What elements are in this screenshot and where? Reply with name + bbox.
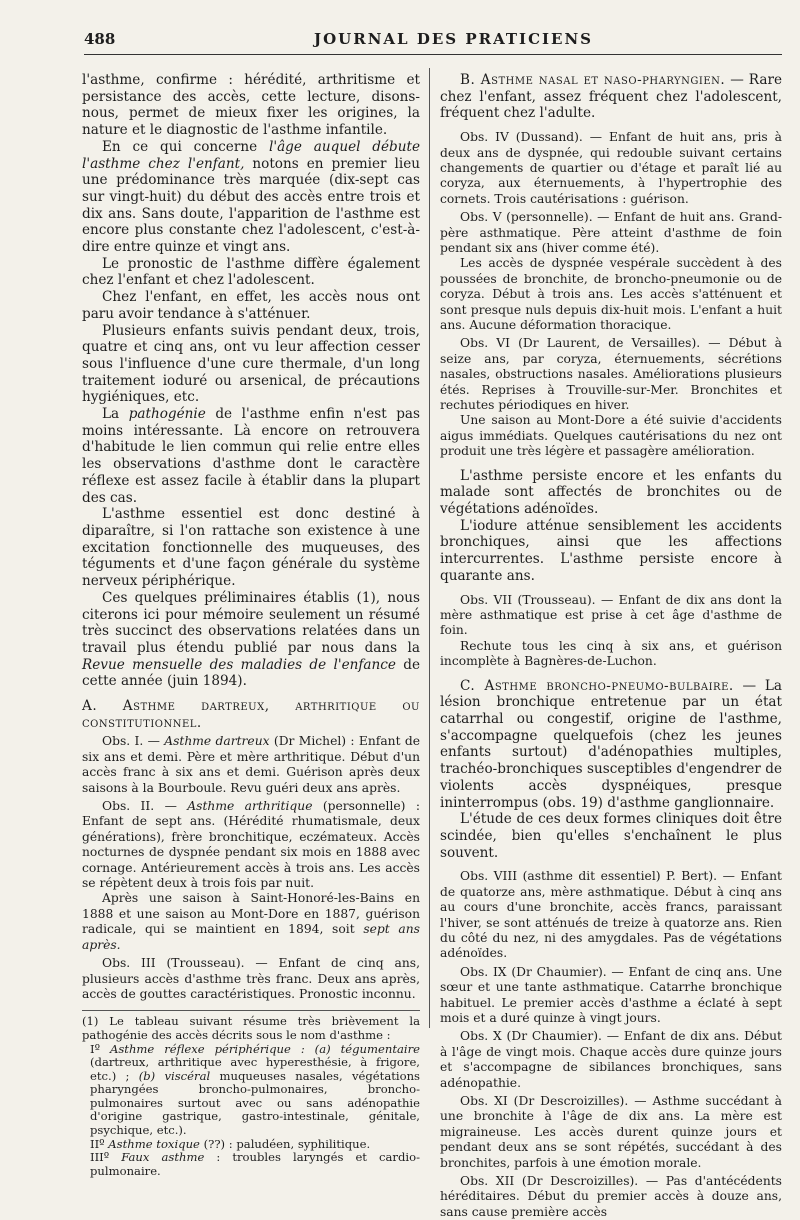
- paragraph: Ces quelques préliminaires établis (1), nous citerons ici pour mémoire seulement un résumé très succinct des observations relatées dans un travail plus étendu publié par nous dans la Revue mensuelle des maladies de l'enfance de cette année (juin 1894).: [82, 589, 420, 690]
- observation-continued: Après une saison à Saint-Honoré-les-Bains en 1888 et une saison au Mont-Dore en 1887, guérison radicale, qui se maintient en 1894, soit sept ans après.: [82, 891, 420, 952]
- footnote-item: Iº Asthme réflexe périphérique : (a) tégumentaire (dartreux, arthritique avec hyperesthésie, à frigore, etc.) ; (b) viscéral muqueuses nasales, végétations pharyngées broncho-pulmonaires, broncho-pulmonaires surtout avec ou sans adénopathie d'origine gastrique, gastro-intestinale, génitale, psychique, etc.).: [90, 1041, 420, 1138]
- observation-continued: Rechute tous les cinq à six ans, et guérison incomplète à Bagnères-de-Luchon.: [440, 638, 782, 669]
- paragraph: l'asthme, confirme : hérédité, arthritisme et persistance des accès, cette lecture, disons-nous, permet de mieux fixer les origines, la nature et le diagnostic de l'asthme infantile.: [82, 72, 420, 139]
- section-heading-b: B. Asthme nasal et naso-pharyngien.: [460, 72, 726, 88]
- section-c: C. Asthme broncho-pneumo-bulbaire. — La lésion bronchique entretenue par un état catarrhal ou congestif, origine de l'asthme, s'accompagne quelquefois (chez les jeunes enfants surtout) d'adénopathies multiples, trachéo-bronchiques susceptibles d'engendrer de violents accès dyspnéiques, presque ininterrompus (obs. 19) d'asthme ganglionnaire.: [440, 677, 783, 811]
- section-heading-a: A. Asthme dartreux, arthritique ou constitutionnel.: [82, 698, 420, 731]
- paragraph: L'étude de ces deux formes cliniques doit être scindée, bien qu'elles s'enchaînent le plus souvent.: [440, 811, 782, 861]
- paragraph: Plusieurs enfants suivis pendant deux, trois, quatre et cinq ans, ont vu leur affection cesser sous l'influence d'une cure thermale, d'un long traitement ioduré ou arsenical, de précautions hygiéniques, etc.: [82, 322, 420, 406]
- observation: Obs. XII (Dr Descroizilles). — Pas d'antécédents héréditaires. Début du premier accès à douze ans, sans cause première accès: [440, 1174, 782, 1219]
- observation: Obs. IX (Dr Chaumier). — Enfant de cinq ans. Une sœur et une tante asthmatique. Catarrhe bronchique habituel. Le premier accès d'asthme a éclaté à sept mois et a duré quinze à vingt jours.: [440, 964, 782, 1025]
- page-header: [84, 28, 782, 55]
- paragraph: L'iodure atténue sensiblement les accidents bronchiques, ainsi que les affections intercurrentes. L'asthme persiste encore à quarante ans.: [440, 517, 782, 584]
- paragraph: Chez l'enfant, en effet, les accès nous ont paru avoir tendance à s'atténuer.: [82, 289, 420, 322]
- section-b: B. Asthme nasal et naso-pharyngien. — Rare chez l'enfant, assez fréquent chez l'adolescent, fréquent chez l'adulte.: [440, 72, 782, 122]
- column-divider: [429, 68, 430, 1028]
- footnote: (1) Le tableau suivant résume très brièvement la pathogénie des accès décrits sous le nom d'asthme :: [82, 1014, 420, 1042]
- page-number: 488: [84, 30, 116, 48]
- right-column: [440, 72, 782, 1220]
- observation-continued: Les accès de dyspnée vespérale succèdent à des poussées de bronchite, de broncho-pneumonie ou de coryza. Début à trois ans. Les accès s'atténuent et sont presque nuls depuis dix-huit mois. L'enfant a huit ans. Aucune déformation thoracique.: [440, 256, 782, 332]
- observation: Obs. V (personnelle). — Enfant de huit ans. Grand-père asthmatique. Père atteint d'asthme de foin pendant six ans (hiver comme été).: [440, 210, 782, 255]
- paragraph: L'asthme persiste encore et les enfants du malade sont affectés de bronchites ou de végétations adénoïdes.: [440, 467, 782, 518]
- section-heading-c: C. Asthme broncho-pneumo-bulbaire.: [460, 677, 734, 694]
- observation: Obs. XI (Dr Descroizilles). — Asthme succédant à une bronchite à l'âge de dix ans. La mère est migraineuse. Les accès durent quinze jours et pendant deux ans se sont répétés, succédant à des bronchites, parfois à une émotion morale.: [440, 1094, 782, 1170]
- observation-continued: Une saison au Mont-Dore a été suivie d'accidents aigus immédiats. Quelques cautérisations du nez ont produit une très légère et passagère amélioration.: [440, 413, 782, 459]
- observation: Obs. VII (Trousseau). — Enfant de dix ans dont la mère asthmatique est prise à cet âge d'asthme de foin.: [440, 592, 782, 638]
- observation: Obs. VIII (asthme dit essentiel) P. Bert). — Enfant de quatorze ans, mère asthmatique. Début à cinq ans au cours d'une bronchite, accès francs, paraissant l'hiver, se sont atténués de treize à quatorze ans. Rien du côté du nez, ni des amygdales. Pas de végétations adénoïdes.: [440, 869, 782, 961]
- left-column: [82, 72, 420, 1178]
- footnote-item: IIIº Faux asthme : troubles laryngés et cardio-pulmonaire.: [90, 1150, 420, 1178]
- observation: Obs. IV (Dussand). — Enfant de huit ans, pris à deux ans de dyspnée, qui redouble suivant certains changements de quartier ou d'étage et paraît lié au coryza, aux éternuements, à l'hypertrophie des cornets. Trois cautérisations : guérison.: [440, 130, 782, 206]
- observation: Obs. I. — Asthme dartreux (Dr Michel) : Enfant de six ans et demi. Père et mère arthritique. Début d'un accès franc à six ans et demi. Guérison après deux saisons à la Bourboule. Revu guéri deux ans après.: [82, 734, 421, 795]
- paragraph: La pathogénie de l'asthme enfin n'est pas moins intéressante. Là encore on retrouvera d'habitude le lien commun qui relie entre elles les observations d'asthme dont le caractère réflexe est assez facile à établir dans la plupart des cas.: [82, 406, 420, 506]
- observation: Obs. VI (Dr Laurent, de Versailles). — Début à seize ans, par coryza, éternuements, sécrétions nasales, obstructions nasales. Améliorations plusieurs étés. Reprises à Trouville-sur-Mer. Bronchites et rechutes périodiques en hiver.: [440, 336, 782, 413]
- observation: Obs. III (Trousseau). — Enfant de cinq ans, plusieurs accès d'asthme très franc. Deux ans après, accès de gouttes caractéristiques. Pronostic inconnu.: [82, 956, 420, 1001]
- paragraph: En ce qui concerne l'âge auquel débute l'asthme chez l'enfant, notons en premier lieu une prédominance très marquée (dix-sept cas sur vingt-huit) du début des accès entre trois et dix ans. Sans doute, l'apparition de l'asthme est encore plus constante chez l'adolescent, c'est-à-dire entre quinze et vingt ans.: [82, 138, 421, 256]
- footnote-item: IIº Asthme toxique (??) : paludéen, syphilitique.: [90, 1136, 371, 1151]
- observation: Obs. II. — Asthme arthritique (personnelle) : Enfant de sept ans. (Hérédité rhumatismale, deux générations), frère bronchitique, eczémateux. Accès nocturnes de dyspnée pendant six mois en 1888 avec cornage. Antérieurement accès à trois ans. Les accès se répètent deux à trois fois par nuit.: [82, 799, 420, 891]
- footnote-rule: [82, 1010, 420, 1011]
- journal-title: JOURNAL DES PRATICIENS: [314, 30, 593, 48]
- paragraph: Le pronostic de l'asthme diffère également chez l'enfant et chez l'adolescent.: [82, 255, 420, 289]
- observation: Obs. X (Dr Chaumier). — Enfant de dix ans. Début à l'âge de vingt mois. Chaque accès dure quinze jours et s'accompagne de sibilances bronchiques, sans adénopathie.: [440, 1029, 782, 1090]
- paragraph: L'asthme essentiel est donc destiné à diparaître, si l'on rattache son existence à une excitation fonctionnelle des muqueuses, des téguments et d'une façon générale du système nerveux périphérique.: [82, 506, 420, 590]
